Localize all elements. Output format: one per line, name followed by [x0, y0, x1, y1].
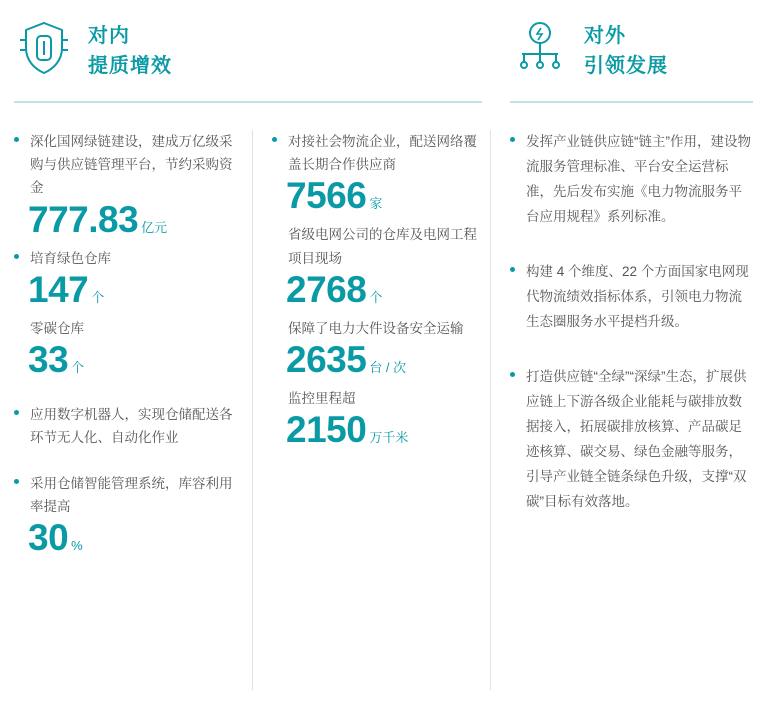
stat-unit: % — [71, 537, 83, 553]
bullet-dot-icon — [14, 137, 19, 142]
stat-value — [272, 339, 482, 381]
stat-number: 2768 — [286, 268, 367, 310]
plain-text: 零碳仓库 — [30, 320, 84, 336]
column-external — [510, 130, 753, 545]
header-line-2: 引领发展 — [584, 54, 668, 77]
bullet-dot-icon — [510, 267, 515, 272]
section-header-external — [510, 18, 668, 83]
stat-block — [14, 472, 244, 559]
stat-number: 147 — [28, 268, 89, 310]
section-header-external-text — [584, 21, 668, 81]
header-divider-right — [510, 101, 753, 103]
stat-value — [272, 175, 482, 217]
stat-value — [272, 409, 482, 451]
stat-number: 777.83 — [28, 198, 139, 240]
bullet-text: 构建 4 个维度、22 个方面国家电网现代物流绩效指标体系，引领电力物流生态圈服务水平提档升级。 — [526, 263, 749, 329]
stat-unit: 家 — [369, 196, 383, 212]
plain-text: 监控里程超 — [288, 391, 356, 407]
stat-unit: 个 — [71, 360, 85, 376]
bullet-dot-icon — [272, 137, 277, 142]
bullet-item — [510, 365, 753, 515]
plain-text: 省级电网公司的仓库及电网工程项目现场 — [288, 227, 477, 266]
text-block — [14, 403, 244, 449]
header-line-2: 提质增效 — [88, 54, 172, 77]
column-internal-1 — [14, 130, 244, 565]
stat-block — [14, 317, 244, 381]
text-block — [510, 260, 753, 335]
bullet-text: 应用数字机器人，实现仓储配送各环节无人化、自动化作业 — [30, 407, 233, 446]
column-internal-2 — [272, 130, 482, 457]
header-line-1: 对外 — [584, 24, 626, 47]
section-header-internal — [14, 18, 172, 83]
bullet-text: 发挥产业链供应链“链主”作用，建设物流服务管理标准、平台安全运营标准，先后发布实施《电力物流服务平台应用规程》系列标准。 — [526, 134, 751, 224]
bullet-dot-icon — [14, 254, 19, 259]
bullet-text: 采用仓储智能管理系统，库容利用率提高 — [30, 475, 233, 514]
bullet-item — [510, 130, 753, 230]
bullet-dot-icon — [510, 372, 515, 377]
text-block — [510, 130, 753, 230]
stat-value — [14, 517, 244, 559]
stat-number: 30 — [28, 516, 69, 558]
stat-block — [14, 247, 244, 311]
section-header-internal-text — [88, 21, 172, 81]
stat-unit: 万千米 — [369, 430, 409, 446]
bullet-text: 对接社会物流企业，配送网络覆盖长期合作供应商 — [288, 134, 477, 173]
stat-block — [272, 130, 482, 217]
stat-value — [272, 269, 482, 311]
stat-block — [272, 387, 482, 451]
bullet-text: 打造供应链“全绿”“深绿”生态，扩展供应链上下游各级企业能耗与碳排放数据接入，拓展碳排放核算、产品碳足迹核算、碳交易、绿色金融等服务，引导产业链全链条绿色升级，支撑“双碳”目标有效落地。 — [526, 368, 747, 509]
bullet-item — [272, 130, 482, 176]
bullet-item — [14, 130, 244, 200]
bullet-dot-icon — [14, 410, 19, 415]
stat-unit: 台 / 次 — [369, 360, 407, 376]
stat-unit: 个 — [91, 289, 105, 305]
column-divider-2 — [490, 130, 491, 690]
stat-value — [14, 199, 244, 241]
shield-gear-icon — [14, 18, 74, 83]
bullet-item — [14, 472, 244, 518]
bullet-dot-icon — [510, 137, 515, 142]
stat-block — [272, 317, 482, 381]
bullet-text: 培育绿色仓库 — [30, 250, 111, 266]
stat-value — [14, 269, 244, 311]
bullet-text: 深化国网绿链建设，建成万亿级采购与供应链管理平台，节约采购资金 — [30, 134, 233, 196]
stat-unit: 亿元 — [141, 219, 168, 235]
stat-number: 2635 — [286, 339, 367, 381]
column-divider-1 — [252, 130, 253, 690]
stat-value — [14, 339, 244, 381]
stat-unit: 个 — [369, 289, 383, 305]
stat-number: 2150 — [286, 409, 367, 451]
network-bolt-icon — [510, 18, 570, 83]
stat-number: 33 — [28, 339, 69, 381]
stat-block — [272, 223, 482, 310]
stat-number: 7566 — [286, 175, 367, 217]
bullet-item — [14, 403, 244, 449]
plain-text: 保障了电力大件设备安全运输 — [288, 320, 464, 336]
bullet-item — [14, 247, 244, 270]
stat-block — [14, 130, 244, 241]
text-block — [510, 365, 753, 515]
bullet-dot-icon — [14, 479, 19, 484]
bullet-item — [510, 260, 753, 335]
header-divider-left — [14, 101, 482, 103]
header-line-1: 对内 — [88, 24, 130, 47]
